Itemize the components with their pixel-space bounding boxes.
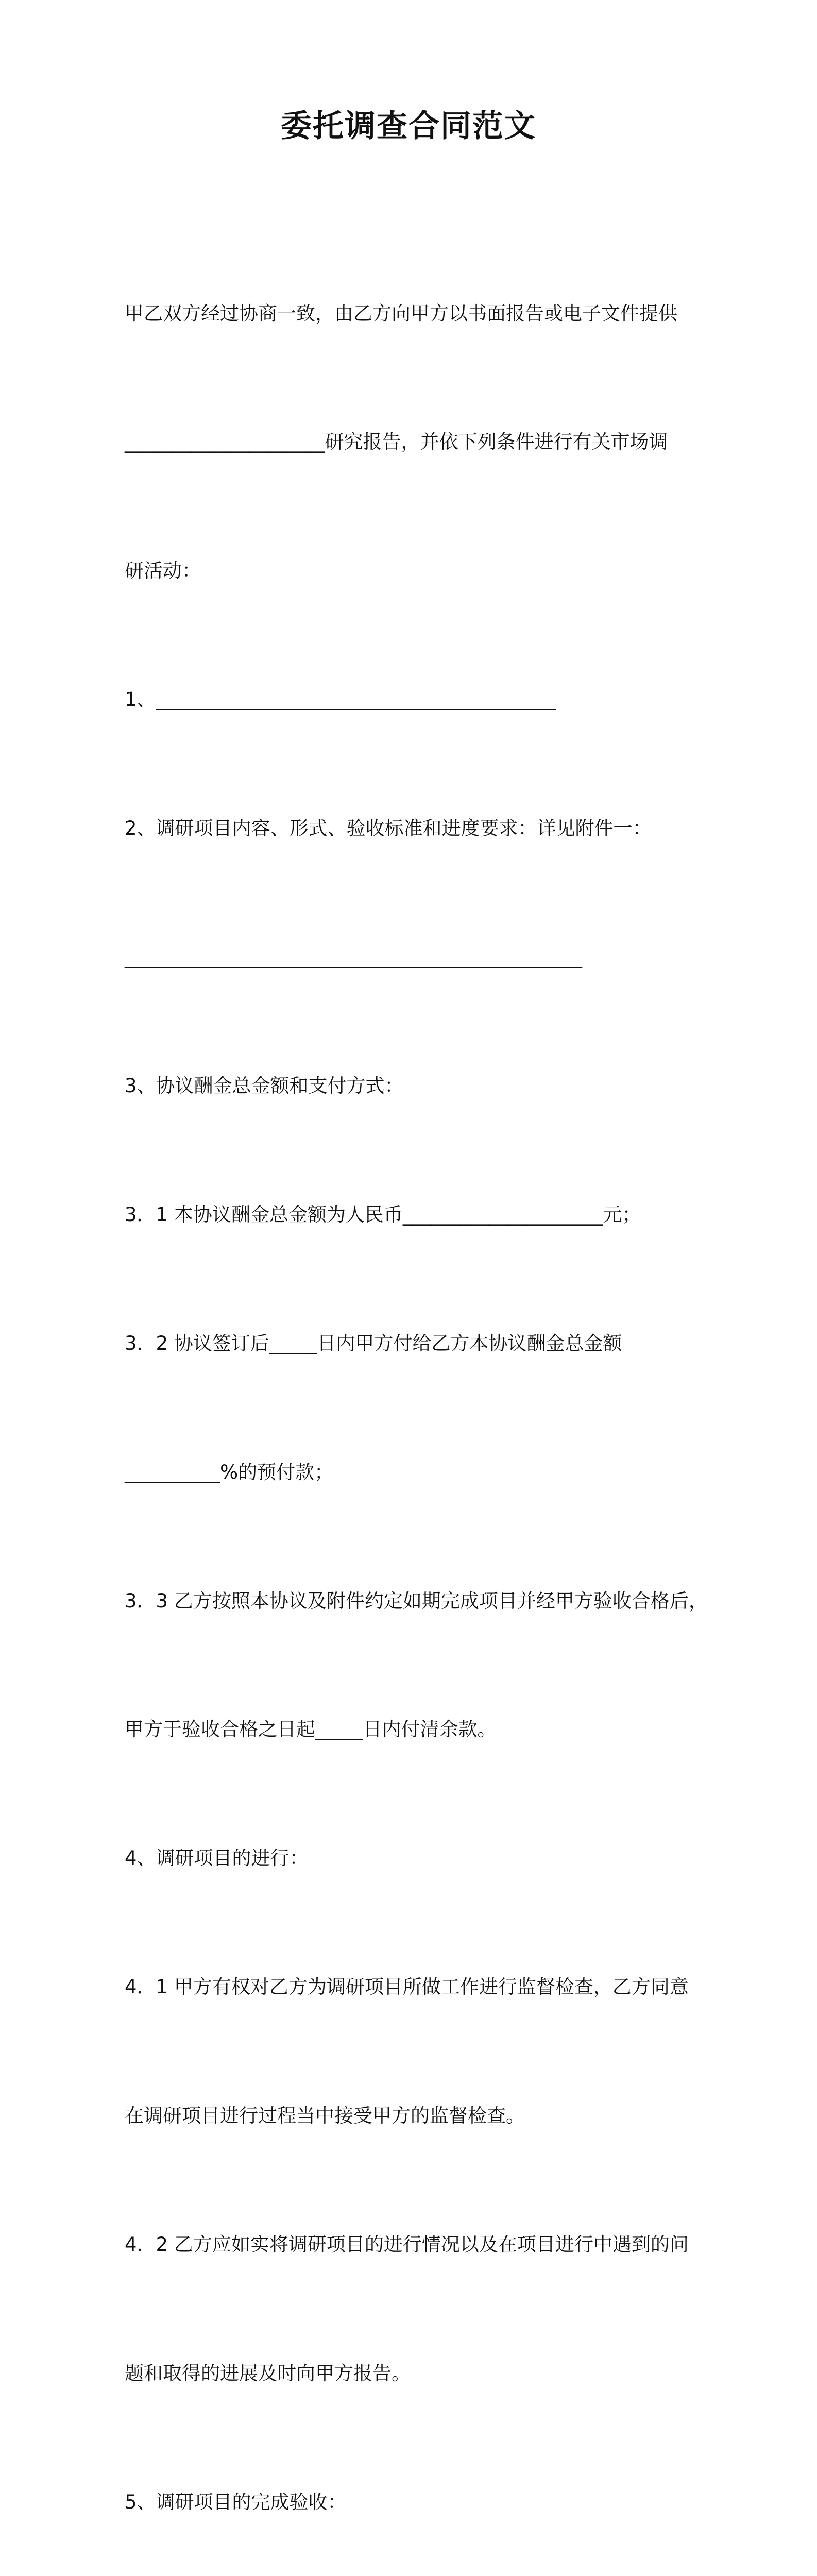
document-title: 委托调查合同范文 [281,108,536,144]
body-line: 题和取得的进展及时向甲方报告。 [125,2362,411,2384]
body-line: 3．3 乙方按照本协议及附件约定如期完成项目并经甲方验收合格后， [125,1589,708,1612]
body-line: 2、调研项目内容、形式、验收标准和进度要求：详见附件一： [125,817,652,840]
body-line: 3．1 本协议酬金总金额为人民币_____________________元； [125,1203,641,1226]
body-line: 在调研项目进行过程当中接受甲方的监督检查。 [125,2105,525,2127]
body-line: 4、调研项目的进行： [125,1847,309,1870]
body-line: 4．1 甲方有权对乙方为调研项目所做工作进行监督检查，乙方同意 [125,1976,689,1998]
document-body [125,206,722,2576]
body-line: 研活动： [125,560,201,582]
body-line: _____________________研究报告，并依下列条件进行有关市场调 [125,431,668,453]
body-line: __________%的预付款； [125,1461,334,1483]
body-line: 5、调研项目的完成验收： [125,2490,347,2513]
body-line: 甲乙双方经过协商一致，由乙方向甲方以书面报告或电子文件提供 [125,302,677,325]
body-line: 甲方于验收合格之日起_____日内付清余款。 [125,1718,497,1741]
body-line: 1、__________________________________________ [125,688,556,711]
body-line: 4．2 乙方应如实将调研项目的进行情况以及在项目进行中遇到的问 [125,2233,689,2256]
body-line: 3．2 协议签订后_____日内甲方付给乙方本协议酬金总金额 [125,1332,622,1354]
body-line: ________________________________________________ [125,946,582,969]
body-line: 3、协议酬金总金额和支付方式： [125,1074,404,1097]
